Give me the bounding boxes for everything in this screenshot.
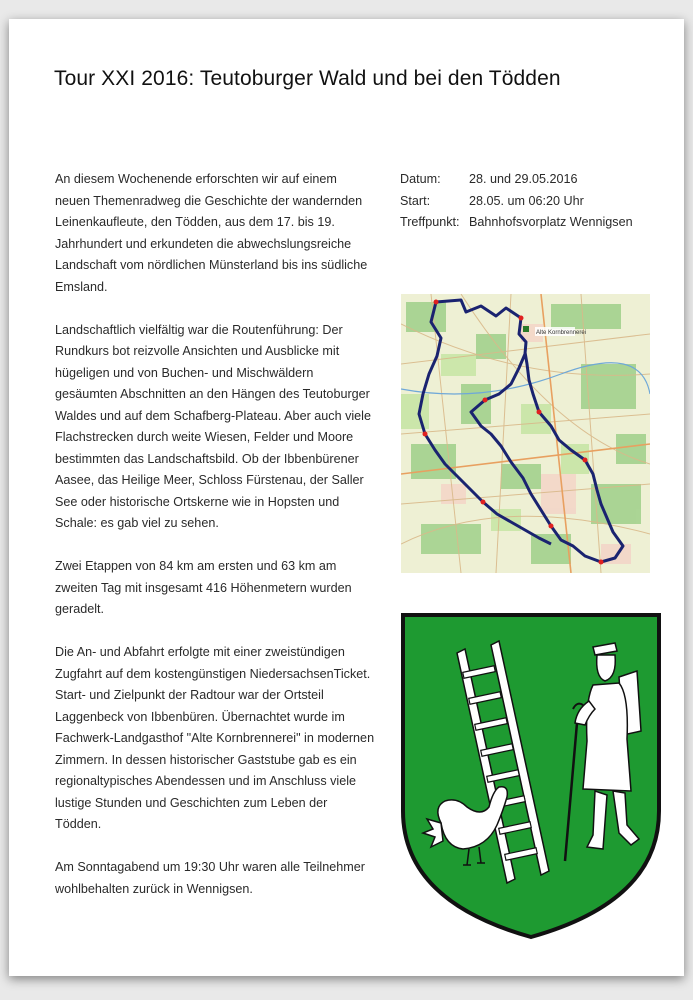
info-value: 28.05. um 06:20 Uhr <box>469 193 584 208</box>
page-title: Tour XXI 2016: Teutoburger Wald und bei den Tödden <box>54 67 561 90</box>
info-row-meeting-point <box>400 212 633 234</box>
paragraph: An diesem Wochenende erforschten wir auf einem neuen Themenradweg die Geschichte der wandernden Leinenkaufleute, den Tödden, aus dem 17. bis 19. Jahrhundert und erkundeten die abwechslungsreiche Landschaft vom nördlichen Münsterland bis ins südliche Emsland. <box>55 172 368 294</box>
map-place-label: Alte Kornbrennerei <box>536 330 587 336</box>
body-text <box>55 169 375 922</box>
info-row-start <box>400 191 633 213</box>
route-map <box>401 294 650 573</box>
paragraph: Landschaftlich vielfältig war die Routenführung: Der Rundkurs bot reizvolle Ansichten und Ausblicke mit hügeligen und von Buchen- und Mischwäldern gesäumten Abschnitten an den Hängen des Teutoburger Waldes und auf dem Schafberg-Plateau. Aber auch viele Flachstrecken durch weite Wiesen, Felder und Moore bestimmten das Landschaftsbild. Ob der Ibbenbürener Aasee, das Heilige Meer, Schloss Fürstenau, der Saller See oder historische Ortskerne wie in Hopsten und Schale: es gab viel zu sehen. <box>55 322 371 530</box>
coat-of-arms <box>397 611 665 941</box>
info-label: Datum: <box>400 172 441 186</box>
info-value: Bahnhofsvorplatz Wennigsen <box>469 215 633 229</box>
document-page <box>9 19 684 976</box>
info-label: Treffpunkt: <box>400 215 460 229</box>
info-row-date <box>400 169 633 191</box>
info-label: Start: <box>400 193 431 208</box>
coat-of-arms-image <box>397 611 665 941</box>
info-value: 28. und 29.05.2016 <box>469 172 578 186</box>
tour-info <box>400 169 633 234</box>
route-map-image <box>401 294 650 573</box>
paragraph: Die An- und Abfahrt erfolgte mit einer zweistündigen Zugfahrt auf dem kostengünstigen NiedersachsenTicket. Start- und Zielpunkt der Radtour war der Ortsteil Laggenbeck von Ibbenbüren. Übernachtet wurde im Fachwerk-Landgasthof "Alte Kornbrennerei" in modernen Zimmern. In dessen historischer Gaststube gab es ein regionaltypisches Abendessen und im Anschluss viele lustige Stunden und Geschichten zum Leben der Tödden. <box>55 645 375 831</box>
paragraph: Am Sonntagabend um 19:30 Uhr waren alle Teilnehmer wohlbehalten zurück in Wennigsen. <box>55 860 365 896</box>
paragraph: Zwei Etappen von 84 km am ersten und 63 km am zweiten Tag mit insgesamt 416 Höhenmetern wurden geradelt. <box>55 559 352 616</box>
